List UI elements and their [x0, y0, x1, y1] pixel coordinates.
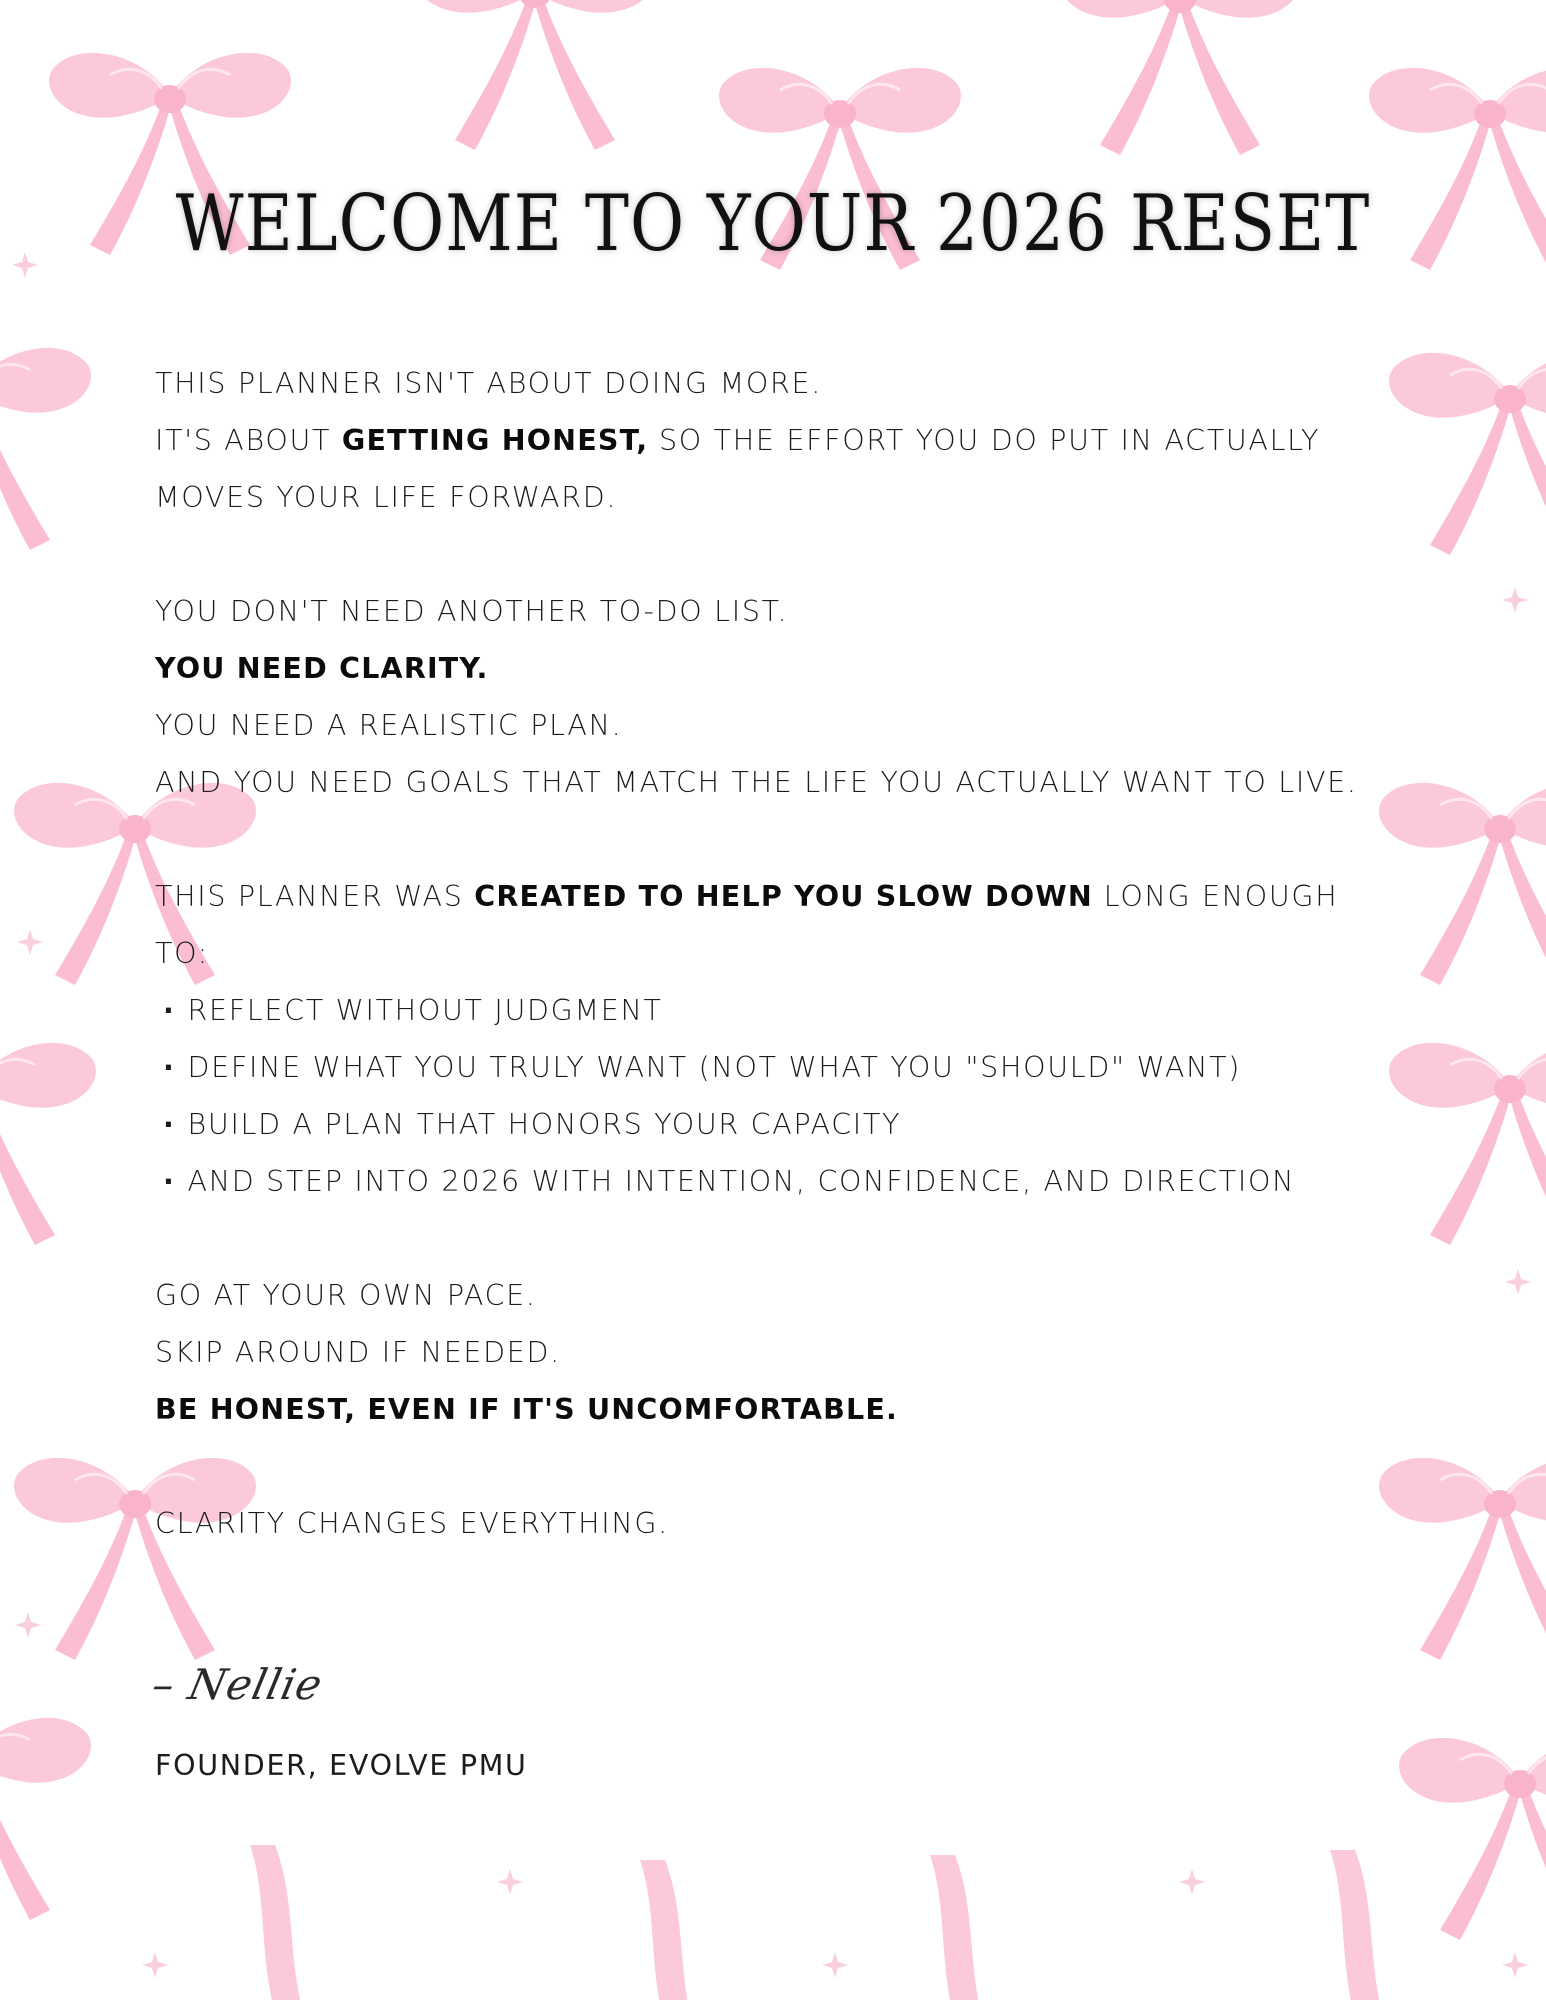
purpose-line	[155, 868, 1385, 982]
closing-line: CLARITY CHANGES EVERYTHING.	[155, 1507, 669, 1540]
paragraph-gap	[155, 1210, 1385, 1267]
purpose-start: THIS PLANNER WAS	[155, 880, 475, 913]
intro-emphasis: GETTING HONEST,	[341, 424, 649, 457]
intro-line-2-end: SO THE EFFORT YOU DO PUT IN ACTUALLY MOVES YOUR LIFE FORWARD.	[155, 424, 1321, 514]
purpose-bullet-list	[155, 982, 1385, 1210]
needs-line-4: AND YOU NEED GOALS THAT MATCH THE LIFE YOU ACTUALLY WANT TO LIVE.	[155, 766, 1358, 799]
needs-line-3: YOU NEED A REALISTIC PLAN.	[155, 709, 623, 742]
honest-emphasis: BE HONEST, EVEN IF IT'S UNCOMFORTABLE.	[155, 1393, 899, 1426]
purpose-end: LONG ENOUGH TO:	[155, 880, 1339, 970]
needs-line-1: YOU DON'T NEED ANOTHER TO-DO LIST.	[155, 595, 789, 628]
paragraph-gap	[155, 526, 1385, 583]
list-item: · BUILD A PLAN THAT HONORS YOUR CAPACITY	[155, 1096, 1385, 1153]
needs-line-2	[155, 640, 1385, 697]
page-title: WELCOME TO YOUR 2026 RESET	[175, 178, 1371, 269]
pace-line-2: SKIP AROUND IF NEEDED.	[155, 1336, 561, 1369]
pace-line-3	[155, 1381, 1385, 1438]
signature: – Nellie	[147, 1660, 328, 1709]
intro-line-2-start: IT'S ABOUT	[155, 424, 342, 457]
paragraph-gap	[155, 1438, 1385, 1495]
intro-line-2	[155, 412, 1385, 526]
list-item: · REFLECT WITHOUT JUDGMENT	[155, 982, 1385, 1039]
clarity-emphasis: YOU NEED CLARITY.	[155, 652, 489, 685]
letter-body	[155, 355, 1385, 1552]
list-item: · DEFINE WHAT YOU TRULY WANT (NOT WHAT YOU "SHOULD" WANT)	[155, 1039, 1385, 1096]
purpose-emphasis: CREATED TO HELP YOU SLOW DOWN	[474, 880, 1093, 913]
list-item: · AND STEP INTO 2026 WITH INTENTION, CONFIDENCE, AND DIRECTION	[155, 1153, 1385, 1210]
founder-title: FOUNDER, EVOLVE PMU	[155, 1749, 528, 1782]
intro-line-1: THIS PLANNER ISN'T ABOUT DOING MORE.	[155, 367, 822, 400]
pace-line-1: GO AT YOUR OWN PACE.	[155, 1279, 537, 1312]
paragraph-gap	[155, 811, 1385, 868]
